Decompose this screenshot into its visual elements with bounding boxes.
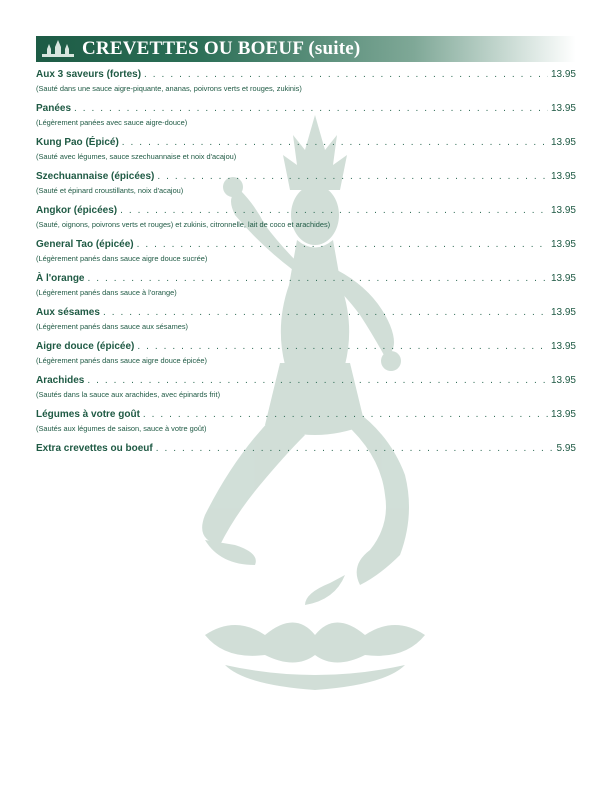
item-price: 13.95: [550, 273, 576, 284]
menu-item: [36, 341, 576, 375]
menu-item: [36, 137, 576, 171]
item-name: Extra crevettes ou boeuf: [36, 443, 153, 454]
item-description: (Légèrement panés dans sauce aigre douce épicée): [36, 356, 207, 365]
item-price: 13.95: [550, 171, 576, 182]
temple-logo-icon: [40, 39, 76, 59]
item-name: Arachides: [36, 375, 85, 386]
item-description: (Légèrement panées avec sauce aigre-douce): [36, 118, 188, 127]
dot-leader: [74, 103, 548, 114]
dot-leader: [103, 307, 548, 318]
item-description: (Légèrement panés dans sauce à l'orange): [36, 288, 177, 297]
menu-item: [36, 239, 576, 273]
menu-item: [36, 375, 576, 409]
item-price: 5.95: [556, 443, 576, 454]
item-description: (Légèrement panés dans sauce aux sésames): [36, 322, 189, 331]
menu-item: [36, 443, 576, 477]
item-price: 13.95: [550, 341, 576, 352]
item-name: Kung Pao (Épicé): [36, 137, 119, 148]
item-description: (Sauté dans une sauce aigre-piquante, ananas, poivrons verts et rouges, zukinis): [36, 84, 302, 93]
section-title: CREVETTES OU BOEUF (suite): [82, 38, 361, 59]
dot-leader: [120, 205, 548, 216]
item-name: Angkor (épicées): [36, 205, 118, 216]
item-name: Aux sésames: [36, 307, 100, 318]
dot-leader: [156, 443, 554, 454]
item-name: Aux 3 saveurs (fortes): [36, 69, 142, 80]
dot-leader: [157, 171, 548, 182]
menu-item: [36, 171, 576, 205]
item-price: 13.95: [550, 205, 576, 216]
dot-leader: [122, 137, 548, 148]
item-description: (Légèrement panés dans sauce aigre douce sucrée): [36, 254, 208, 263]
section-header: [36, 36, 576, 62]
item-description: (Sauté et épinard croustillants, noix d'acajou): [36, 186, 184, 195]
dot-leader: [143, 409, 548, 420]
item-name: Légumes à votre goût: [36, 409, 140, 420]
item-price: 13.95: [550, 137, 576, 148]
item-name: Szechuannaise (épicées): [36, 171, 155, 182]
menu-item: [36, 409, 576, 443]
item-price: 13.95: [550, 409, 576, 420]
item-description: (Sautés dans la sauce aux arachides, avec épinards frit): [36, 390, 221, 399]
dot-leader: [137, 341, 548, 352]
item-name: General Tao (épicée): [36, 239, 134, 250]
item-name: Aigre douce (épicée): [36, 341, 135, 352]
item-name: À l'orange: [36, 273, 85, 284]
menu-list: [36, 69, 576, 477]
menu-item: [36, 307, 576, 341]
dot-leader: [87, 375, 548, 386]
dot-leader: [144, 69, 548, 80]
dot-leader: [137, 239, 548, 250]
item-description: (Sautés aux légumes de saison, sauce à votre goût): [36, 424, 207, 433]
menu-item: [36, 103, 576, 137]
menu-item: [36, 205, 576, 239]
item-name: Panées: [36, 103, 72, 114]
menu-item: [36, 273, 576, 307]
item-description: (Sauté avec légumes, sauce szechuannaise et noix d'acajou): [36, 152, 237, 161]
item-price: 13.95: [550, 239, 576, 250]
item-price: 13.95: [550, 69, 576, 80]
menu-item: [36, 69, 576, 103]
dot-leader: [88, 273, 548, 284]
item-price: 13.95: [550, 103, 576, 114]
item-description: (Sauté, oignons, poivrons verts et rouges) et zukinis, citronnelle, lait de coco et arachides): [36, 220, 331, 229]
item-price: 13.95: [550, 307, 576, 318]
item-price: 13.95: [550, 375, 576, 386]
